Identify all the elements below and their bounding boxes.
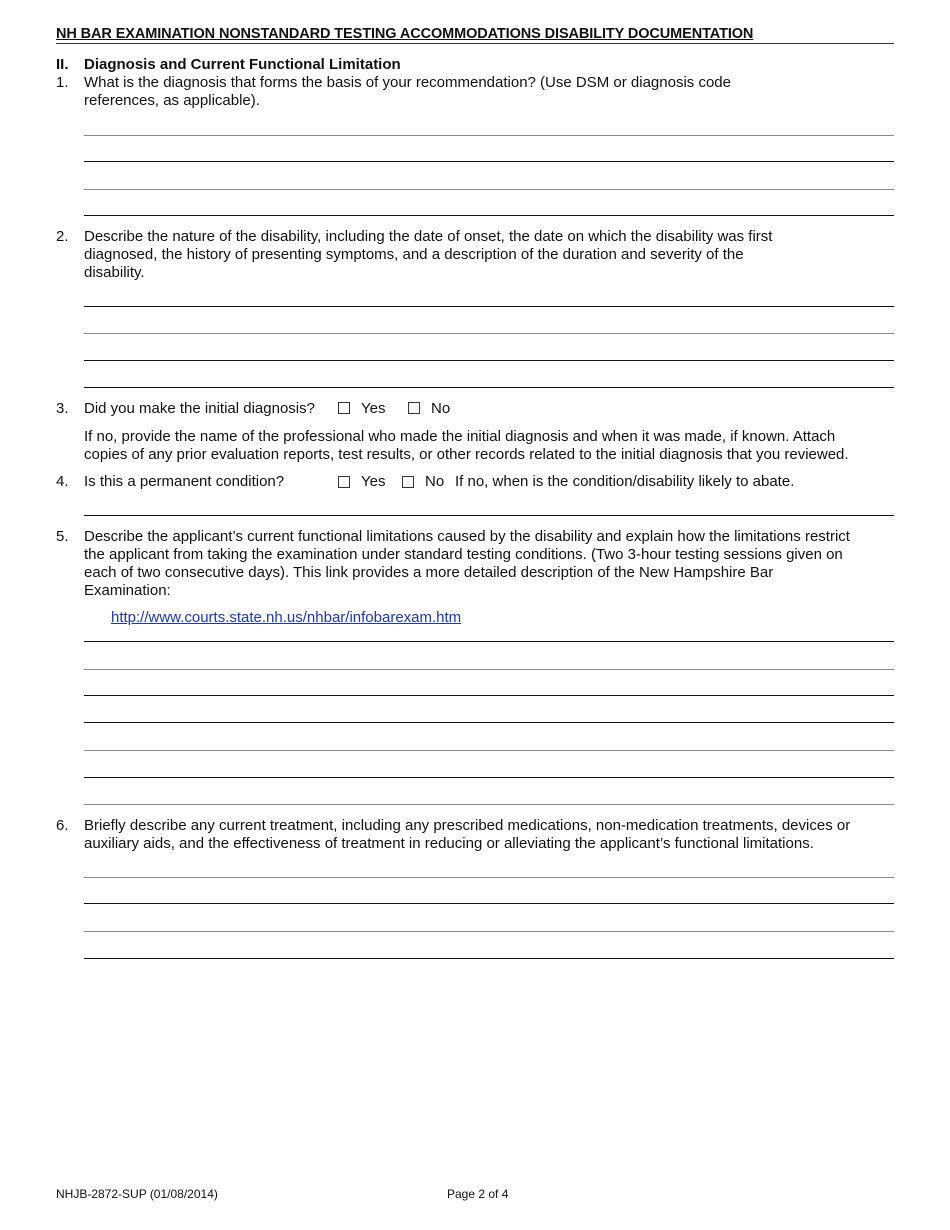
q4-yes-checkbox[interactable] (338, 476, 350, 488)
answer-1-line-2[interactable] (84, 161, 894, 162)
q4-no-label: No (425, 473, 445, 490)
question-5-line-4: Examination: (84, 582, 171, 599)
answer-1-line-3[interactable] (84, 189, 894, 190)
answer-1-line-4[interactable] (84, 215, 894, 216)
answer-2-line-2[interactable] (84, 333, 894, 334)
document-title: NH BAR EXAMINATION NONSTANDARD TESTING ACCOMMODATIONS DISABILITY DOCUMENTATION (56, 26, 894, 44)
question-5-number: 5. (56, 528, 69, 545)
question-2-line-1: Describe the nature of the disability, including the date of onset, the date on which the disability was first (84, 228, 773, 245)
q4-no-checkbox[interactable] (402, 476, 414, 488)
question-2-line-3: disability. (84, 264, 145, 281)
answer-5-line-6[interactable] (84, 777, 894, 778)
page-number: Page 2 of 4 (447, 1187, 509, 1201)
answer-2-line-1[interactable] (84, 306, 894, 307)
section-title: Diagnosis and Current Functional Limitation (84, 56, 401, 73)
answer-6-line-2[interactable] (84, 903, 894, 904)
question-4-text: Is this a permanent condition? (84, 473, 285, 490)
answer-5-line-1[interactable] (84, 641, 894, 642)
question-1-line-1: What is the diagnosis that forms the basis of your recommendation? (Use DSM or diagnosis code (84, 74, 731, 91)
answer-5-line-5[interactable] (84, 750, 894, 751)
q3-yes-checkbox[interactable] (338, 402, 350, 414)
bar-exam-info-link[interactable]: http://www.courts.state.nh.us/nhbar/infobarexam.htm (111, 609, 462, 626)
question-4-number: 4. (56, 473, 69, 490)
question-3-number: 3. (56, 400, 69, 417)
question-5-line-2: the applicant from taking the examination under standard testing conditions. (Two 3-hour testing sessions given on (84, 546, 843, 563)
answer-2-line-3[interactable] (84, 360, 894, 361)
question-2-number: 2. (56, 228, 69, 245)
answer-5-line-3[interactable] (84, 695, 894, 696)
q3-no-label: No (431, 400, 451, 417)
question-1-line-2: references, as applicable). (84, 92, 260, 109)
q4-yes-label: Yes (361, 473, 386, 490)
answer-6-line-1[interactable] (84, 877, 894, 878)
answer-2-line-4[interactable] (84, 387, 894, 388)
section-number: II. (56, 56, 69, 73)
question-6-number: 6. (56, 817, 69, 834)
question-3-followup-line-2: copies of any prior evaluation reports, test results, or other records related to the initial diagnosis that you reviewed. (84, 446, 849, 463)
question-1-number: 1. (56, 74, 69, 91)
answer-5-line-2[interactable] (84, 669, 894, 670)
question-4-followup: If no, when is the condition/disability likely to abate. (455, 473, 795, 490)
q3-no-checkbox[interactable] (408, 402, 420, 414)
question-3-text: Did you make the initial diagnosis? (84, 400, 315, 417)
question-5-line-1: Describe the applicant’s current functional limitations caused by the disability and explain how the limitations restrict (84, 528, 850, 545)
question-6-line-1: Briefly describe any current treatment, including any prescribed medications, non-medication treatments, devices or (84, 817, 851, 834)
question-3-followup-line-1: If no, provide the name of the professional who made the initial diagnosis and when it was made, if known. Attach (84, 428, 836, 445)
answer-1-line-1[interactable] (84, 135, 894, 136)
title-divider (56, 43, 894, 44)
question-5-line-3: each of two consecutive days). This link provides a more detailed description of the New Hampshire Bar (84, 564, 774, 581)
answer-4-line[interactable] (84, 515, 894, 516)
answer-5-line-7[interactable] (84, 804, 894, 805)
form-identifier: NHJB-2872-SUP (01/08/2014) (56, 1187, 218, 1201)
answer-6-line-4[interactable] (84, 958, 894, 959)
answer-5-line-4[interactable] (84, 722, 894, 723)
q3-yes-label: Yes (361, 400, 386, 417)
answer-6-line-3[interactable] (84, 931, 894, 932)
question-2-line-2: diagnosed, the history of presenting symptoms, and a description of the duration and severity of the (84, 246, 744, 263)
question-6-line-2: auxiliary aids, and the effectiveness of treatment in reducing or alleviating the applicant’s functional limitations. (84, 835, 814, 852)
